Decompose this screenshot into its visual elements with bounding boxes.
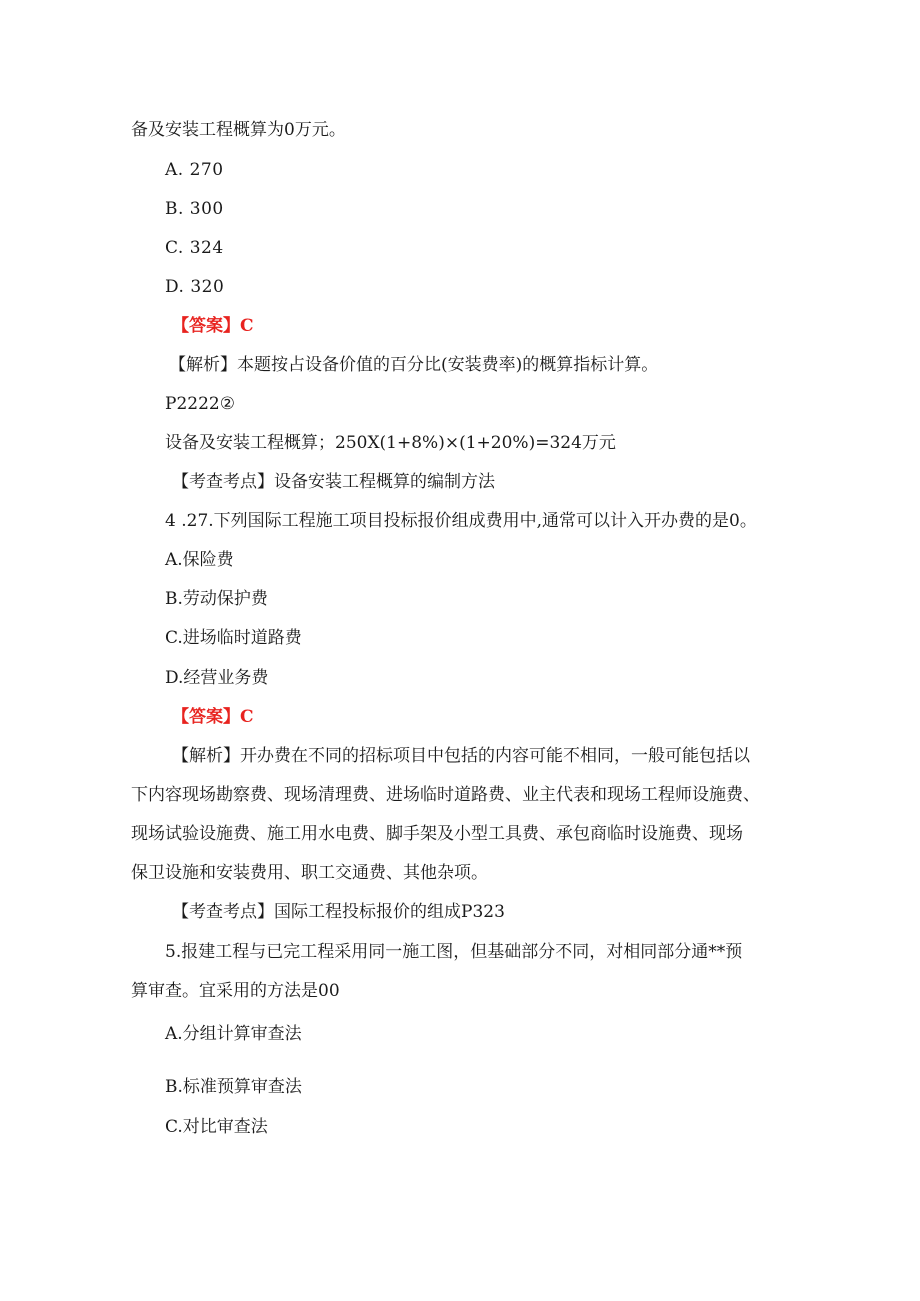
- q5-option-b: B.标准预算审查法: [165, 1077, 302, 1097]
- q4-stem: 4 .27.下列国际工程施工项目投标报价组成费用中,通常可以计入开办费的是0。: [165, 511, 757, 531]
- q5-stem-line: 5.报建工程与已完工程采用同一施工图，但基础部分不同，对相同部分通**预: [165, 942, 743, 962]
- q4-option-a: A.保险费: [165, 550, 234, 570]
- q3-option-b: B. 300: [165, 199, 224, 219]
- q3-topic: 【考查考点】设备安装工程概算的编制方法: [172, 472, 495, 492]
- q5-option-a: A.分组计算审查法: [165, 1024, 302, 1044]
- q4-option-b: B.劳动保护费: [165, 589, 268, 609]
- q4-option-c: C.进场临时道路费: [165, 628, 302, 648]
- q3-stem-tail: 备及安装工程概算为0万元。: [131, 120, 346, 140]
- q3-answer: 【答案】C: [172, 316, 254, 336]
- q5-stem-line: 算审查。宜采用的方法是00: [131, 981, 340, 1001]
- q4-analysis-line: 现场试验设施费、施工用水电费、脚手架及小型工具费、承包商临时设施费、现场: [131, 824, 743, 844]
- q4-analysis-line: 下内容现场勘察费、现场清理费、进场临时道路费、业主代表和现场工程师设施费、: [131, 785, 760, 805]
- q3-option-d: D. 320: [165, 277, 225, 297]
- q3-calculation: 设备及安装工程概算；250X(1+8%)×(1+20%)=324万元: [165, 433, 616, 453]
- q3-option-a: A. 270: [165, 160, 224, 180]
- q3-analysis: 【解析】本题按占设备价值的百分比(安装费率)的概算指标计算。: [169, 355, 659, 375]
- q4-answer: 【答案】C: [172, 707, 254, 727]
- q3-option-c: C. 324: [165, 238, 224, 258]
- q4-analysis-line: 【解析】开办费在不同的招标项目中包括的内容可能不相同，一般可能包括以: [172, 746, 750, 766]
- q3-page-ref: P2222②: [165, 394, 235, 414]
- q4-topic: 【考查考点】国际工程投标报价的组成P323: [172, 902, 505, 922]
- q4-analysis-line: 保卫设施和安装费用、职工交通费、其他杂项。: [131, 863, 488, 883]
- q4-option-d: D.经营业务费: [165, 668, 269, 688]
- q5-option-c: C.对比审查法: [165, 1117, 268, 1137]
